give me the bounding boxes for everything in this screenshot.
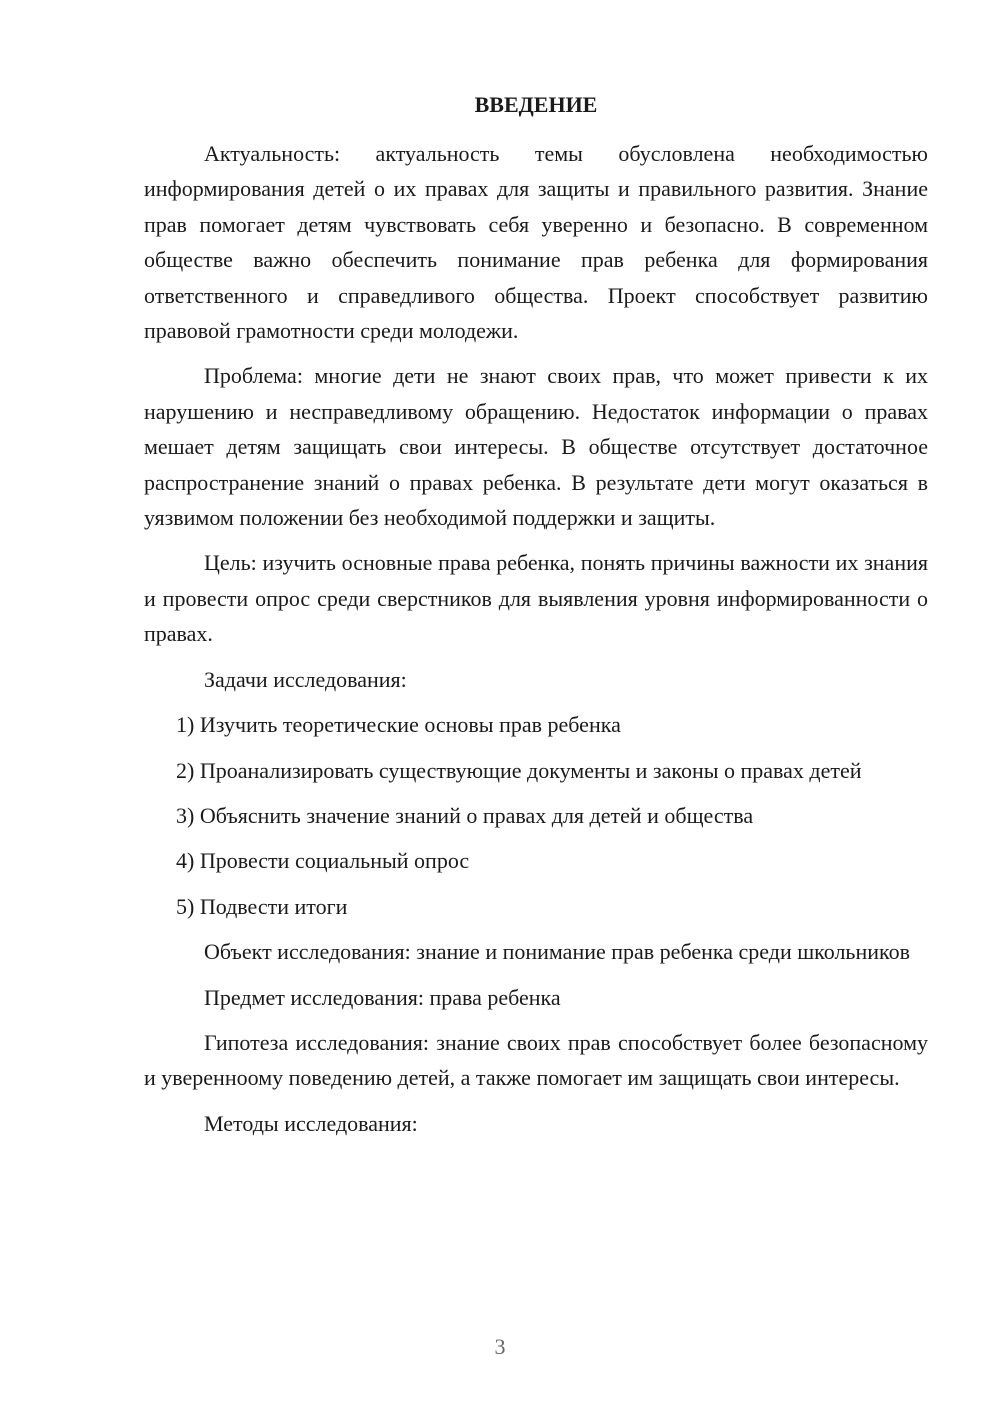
paragraph-subject: Предмет исследования: права ребенка bbox=[204, 984, 561, 1010]
paragraph-hypothesis: Гипотеза исследования: знание своих прав способствует более безопасному и увереннoому поведению детей, а также помогает им защищать свои интересы. bbox=[144, 1029, 928, 1091]
paragraph-tasks-heading: Задачи исследования: bbox=[204, 666, 407, 692]
page-number: 3 bbox=[494, 1334, 506, 1359]
paragraph-methods: Методы исследования: bbox=[204, 1110, 418, 1136]
paragraph-problem: Проблема: многие дети не знают своих прав, что может привести к их нарушению и несправедливому обращению. Недостаток информации о правах мешает детям защищать свои интересы. В обществе отсутствует достаточное распространение знаний о правах ребенка. В результате дети могут оказаться в уязвимом положении без необходимой поддержки и защиты. bbox=[144, 363, 928, 531]
paragraph-goal: Цель: изучить основные права ребенка, понять причины важности их знания и провести опрос среди сверстников для выявления уровня информированности о правах. bbox=[144, 550, 928, 647]
section-title: ВВЕДЕНИЕ bbox=[474, 92, 598, 117]
document-page bbox=[144, 90, 928, 1151]
task-item: 4) Провести социальный опрос bbox=[176, 848, 470, 874]
task-item: 1) Изучить теоретические основы прав ребенка bbox=[176, 712, 621, 738]
task-item: 5) Подвести итоги bbox=[176, 893, 348, 919]
task-item: 3) Объяснить значение знаний о правах для детей и общества bbox=[176, 802, 754, 828]
paragraph-relevance: Актуальность: актуальность темы обусловлена необходимостью информирования детей о их правах для защиты и правильного развития. Знание прав помогает детям чувствовать себя уверенно и безопасно. В современном обществе важно обеспечить понимание прав ребенка для формирования ответственного и справедливого общества. Проект способствует развитию правовой грамотности среди молодежи. bbox=[144, 141, 928, 344]
task-item: 2) Проанализировать существующие документы и законы о правах детей bbox=[176, 757, 862, 783]
paragraph-object: Объект исследования: знание и понимание прав ребенка среди школьников bbox=[204, 939, 910, 965]
